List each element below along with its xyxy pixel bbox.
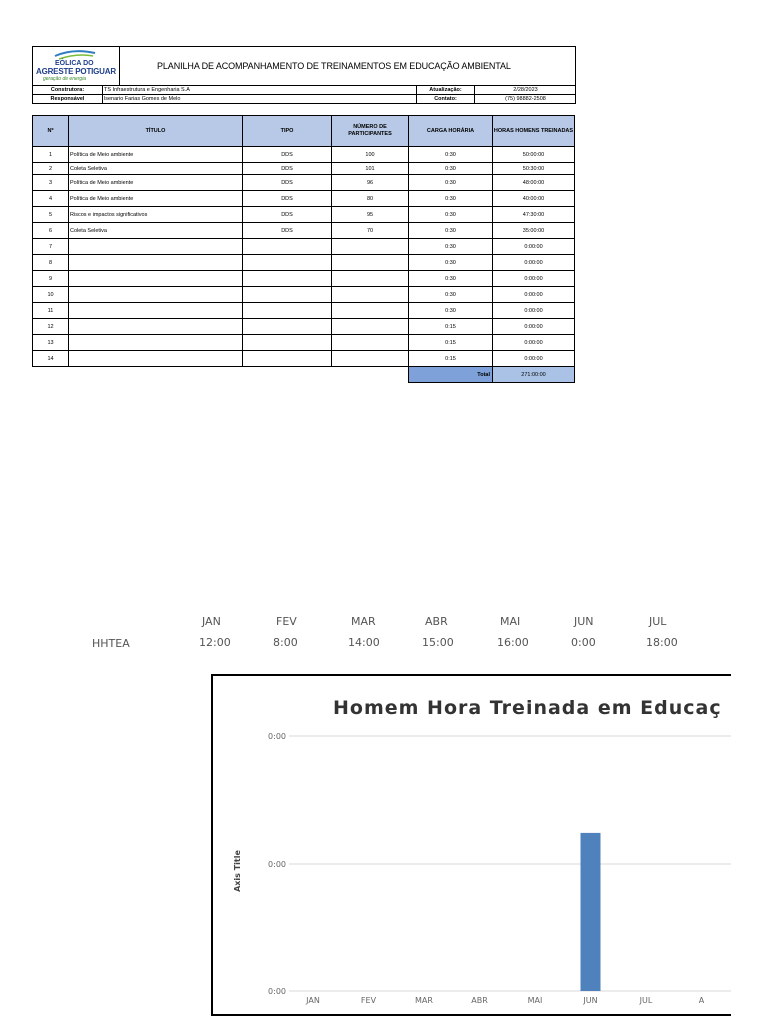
x-tick-label: JAN: [306, 996, 320, 1005]
y-tick-label: 0:00: [268, 860, 286, 869]
summary-month-label: ABR: [425, 615, 448, 628]
x-tick-label: JUN: [583, 996, 598, 1005]
info-row-responsible: [32, 95, 576, 104]
cell-title: Riscos e impactos significativos: [69, 207, 243, 223]
total-value: 271:00:00: [493, 367, 575, 383]
cell-number: 9: [33, 271, 69, 287]
cell-workload: 0:15: [409, 319, 493, 335]
cell-participants: [332, 303, 409, 319]
cell-workload: 0:30: [409, 207, 493, 223]
cell-workload: 0:30: [409, 147, 493, 163]
summary-month-label: MAI: [500, 615, 521, 628]
cell-man-hours: 0:00:00: [493, 287, 575, 303]
header-number: Nº: [33, 116, 69, 147]
bar: [581, 833, 601, 991]
table-row: [33, 175, 575, 191]
logo-text-2: AGRESTE POTIGUAR: [36, 67, 116, 76]
logo-text-1: EÓLICA DO: [55, 60, 94, 67]
summary-row-label: HHTEA: [92, 637, 130, 650]
cell-workload: 0:30: [409, 163, 493, 175]
summary-month-label: JUN: [574, 615, 594, 628]
cell-man-hours: 0:00:00: [493, 351, 575, 367]
constructor-label: Construtora:: [33, 86, 103, 94]
man-hours-chart: [211, 674, 731, 1016]
total-row: [33, 367, 575, 383]
cell-title: [69, 351, 243, 367]
cell-number: 6: [33, 223, 69, 239]
cell-type: [243, 255, 332, 271]
cell-man-hours: 0:00:00: [493, 335, 575, 351]
responsible-value: lsenario Farias Gomes de Melo: [103, 95, 417, 103]
cell-workload: 0:30: [409, 271, 493, 287]
cell-participants: 95: [332, 207, 409, 223]
chart-title: Homem Hora Treinada em Educaç: [333, 697, 722, 719]
sheet-title: PLANILHA DE ACOMPANHAMENTO DE TREINAMENTOS EM EDUCAÇÃO AMBIENTAL: [157, 61, 511, 71]
cell-man-hours: 0:00:00: [493, 239, 575, 255]
cell-title: [69, 239, 243, 255]
cell-type: [243, 319, 332, 335]
cell-participants: 100: [332, 147, 409, 163]
cell-type: [243, 271, 332, 287]
cell-workload: 0:30: [409, 239, 493, 255]
logo-text-3: geração de energia: [43, 76, 87, 82]
header-participants: NÚMERO DE PARTICIPANTES: [332, 116, 409, 147]
table-row: [33, 207, 575, 223]
x-tick-label: A: [698, 996, 705, 1005]
cell-man-hours: 50:00:00: [493, 147, 575, 163]
cell-participants: 101: [332, 163, 409, 175]
header-type: TIPO: [243, 116, 332, 147]
cell-workload: 0:30: [409, 175, 493, 191]
cell-type: DDS: [243, 175, 332, 191]
cell-title: Política de Meio ambiente: [69, 175, 243, 191]
monthly-summary: [0, 610, 768, 660]
table-row: [33, 255, 575, 271]
cell-man-hours: 35:00:00: [493, 223, 575, 239]
cell-workload: 0:15: [409, 335, 493, 351]
update-value: 2/28/2023: [513, 87, 538, 93]
x-tick-label: ABR: [471, 996, 488, 1005]
cell-workload: 0:30: [409, 223, 493, 239]
cell-type: [243, 351, 332, 367]
cell-man-hours: 50:30:00: [493, 163, 575, 175]
cell-man-hours: 0:00:00: [493, 303, 575, 319]
cell-type: DDS: [243, 147, 332, 163]
y-tick-label: 0:00: [268, 732, 286, 741]
info-row-constructor: [32, 86, 576, 95]
cell-participants: 96: [332, 175, 409, 191]
table-row: [33, 239, 575, 255]
constructor-value: TS Infraestrutura e Engenharia S.A: [103, 86, 417, 94]
summary-month-value: 16:00: [497, 636, 529, 649]
cell-number: 5: [33, 207, 69, 223]
cell-workload: 0:30: [409, 303, 493, 319]
cell-type: [243, 287, 332, 303]
cell-workload: 0:30: [409, 255, 493, 271]
cell-man-hours: 48:00:00: [493, 175, 575, 191]
summary-month-value: 15:00: [422, 636, 454, 649]
table-body: [33, 147, 575, 383]
total-label: Total: [409, 367, 493, 383]
cell-number: 1: [33, 147, 69, 163]
cell-title: [69, 271, 243, 287]
cell-number: 8: [33, 255, 69, 271]
company-logo: [33, 47, 120, 85]
training-table: [32, 115, 575, 383]
cell-number: 10: [33, 287, 69, 303]
cell-participants: [332, 239, 409, 255]
contact-label: Contato:: [417, 95, 475, 103]
cell-title: [69, 287, 243, 303]
cell-title: [69, 303, 243, 319]
x-tick-label: MAR: [415, 996, 433, 1005]
table-row: [33, 163, 575, 175]
y-axis-title: Axis Title: [233, 850, 242, 892]
cell-number: 13: [33, 335, 69, 351]
cell-title: Política de Meio ambiente: [69, 147, 243, 163]
table-row: [33, 351, 575, 367]
cell-participants: [332, 351, 409, 367]
table-row: [33, 223, 575, 239]
cell-type: DDS: [243, 223, 332, 239]
cell-title: [69, 319, 243, 335]
cell-man-hours: 0:00:00: [493, 319, 575, 335]
cell-type: [243, 303, 332, 319]
cell-participants: [332, 335, 409, 351]
update-label: Atualização:: [417, 86, 475, 94]
summary-month-label: MAR: [351, 615, 376, 628]
table-row: [33, 303, 575, 319]
chart-canvas: [213, 676, 731, 1016]
cell-title: [69, 255, 243, 271]
summary-month-value: 12:00: [199, 636, 231, 649]
cell-type: [243, 335, 332, 351]
responsible-label: Responsável: [33, 95, 103, 103]
y-tick-label: 0:00: [268, 987, 286, 996]
cell-type: DDS: [243, 207, 332, 223]
cell-man-hours: 40:00:00: [493, 191, 575, 207]
cell-number: 12: [33, 319, 69, 335]
cell-title: Coleta Seletiva: [69, 223, 243, 239]
cell-number: 2: [33, 163, 69, 175]
table-header-row: [33, 116, 575, 147]
table-row: [33, 271, 575, 287]
summary-month-value: 14:00: [348, 636, 380, 649]
cell-participants: [332, 271, 409, 287]
cell-man-hours: 0:00:00: [493, 255, 575, 271]
cell-workload: 0:15: [409, 351, 493, 367]
cell-participants: 70: [332, 223, 409, 239]
table-row: [33, 287, 575, 303]
header-man-hours: HORAS HOMENS TREINADAS: [493, 116, 575, 147]
cell-participants: [332, 287, 409, 303]
cell-title: [69, 335, 243, 351]
summary-month-value: 0:00: [571, 636, 596, 649]
summary-month-label: JUL: [649, 615, 667, 628]
sheet-header: [32, 46, 576, 86]
cell-number: 14: [33, 351, 69, 367]
cell-number: 3: [33, 175, 69, 191]
summary-month-value: 18:00: [646, 636, 678, 649]
cell-number: 4: [33, 191, 69, 207]
contact-value: (75) 98882-2508: [505, 96, 546, 102]
summary-month-label: FEV: [276, 615, 297, 628]
cell-number: 7: [33, 239, 69, 255]
x-tick-label: FEV: [360, 996, 377, 1005]
cell-number: 11: [33, 303, 69, 319]
cell-workload: 0:30: [409, 287, 493, 303]
table-row: [33, 147, 575, 163]
header-workload: CARGA HORÁRIA: [409, 116, 493, 147]
header-title: TÍTULO: [69, 116, 243, 147]
table-row: [33, 319, 575, 335]
cell-title: Coleta Seletiva: [69, 163, 243, 175]
wind-swoosh-icon: [33, 47, 119, 61]
cell-workload: 0:30: [409, 191, 493, 207]
cell-man-hours: 47:30:00: [493, 207, 575, 223]
summary-month-label: JAN: [202, 615, 221, 628]
cell-man-hours: 0:00:00: [493, 271, 575, 287]
summary-month-value: 8:00: [273, 636, 298, 649]
x-tick-label: MAI: [527, 996, 543, 1005]
cell-participants: [332, 255, 409, 271]
table-row: [33, 335, 575, 351]
cell-participants: 80: [332, 191, 409, 207]
x-tick-label: JUL: [639, 996, 653, 1005]
table-row: [33, 191, 575, 207]
cell-participants: [332, 319, 409, 335]
cell-type: DDS: [243, 163, 332, 175]
cell-type: DDS: [243, 191, 332, 207]
cell-title: Política de Meio ambiente: [69, 191, 243, 207]
cell-type: [243, 239, 332, 255]
